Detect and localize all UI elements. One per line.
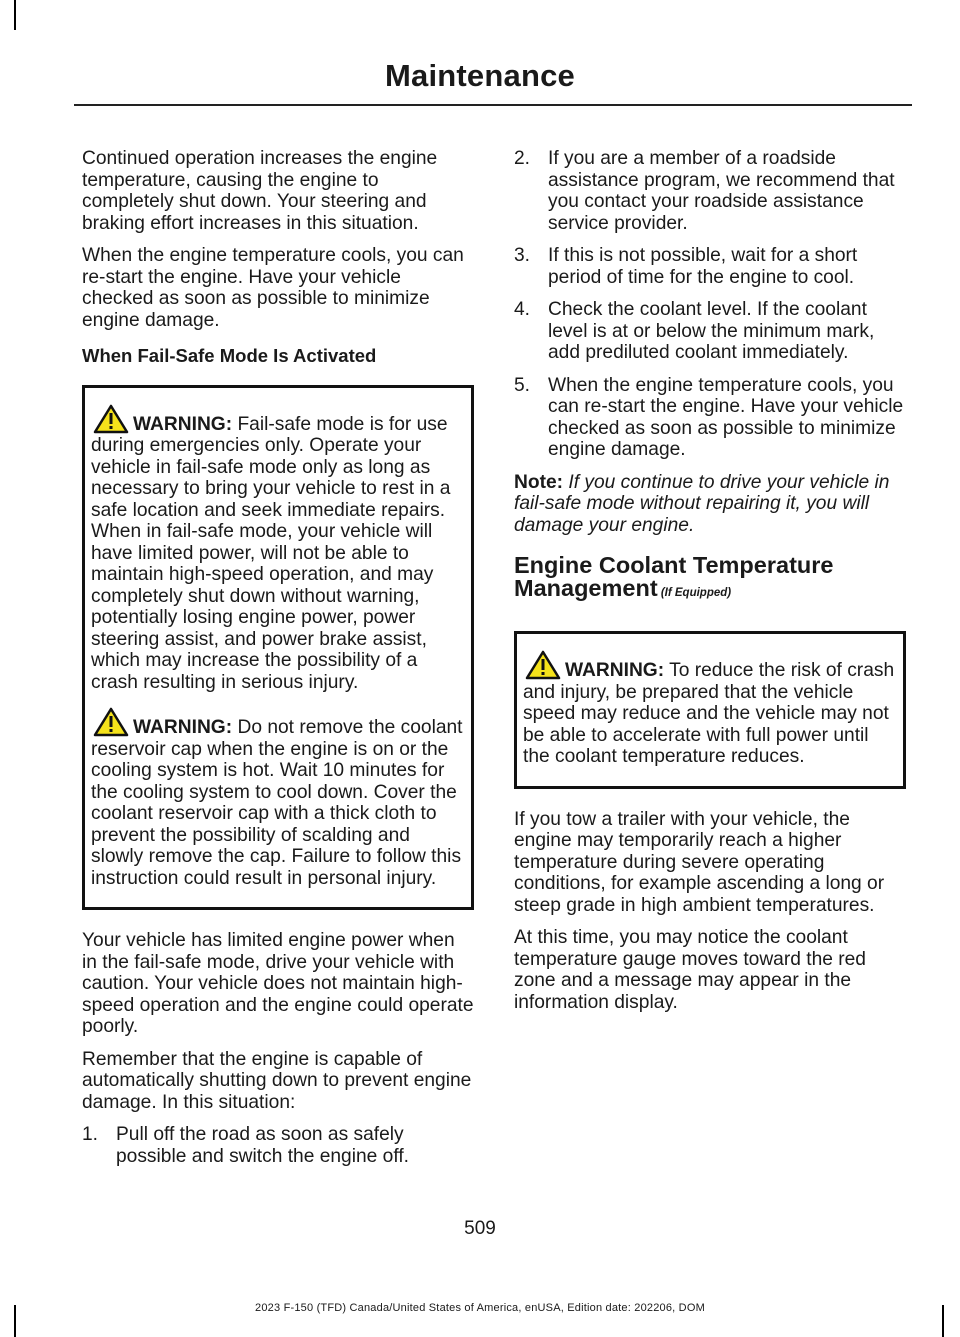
note-text: If you continue to drive your vehicle in fail-safe mode without repairing it, you will damage your engine. bbox=[514, 471, 890, 536]
note bbox=[514, 472, 906, 537]
section-heading bbox=[514, 554, 906, 605]
warning-text: To reduce the risk of crash and injury, be prepared that the vehicle speed may reduce and the vehicle may not be able to accelerate with full power until the coolant temperature reduces. bbox=[523, 660, 895, 767]
warning-item bbox=[523, 650, 897, 768]
section-title: Engine Coolant Temperature Management bbox=[514, 552, 834, 601]
warning-text: Fail-safe mode is for use during emergencies only. Operate your vehicle in fail-safe mode only as long as necessary to bring your vehicle to rest in a safe location and seek immediate repairs. When in fail-safe mode, your vehicle will have limited power, will not be able to maintain high-speed operation, and may completely shut down without warning, potentially losing engine power, power steering assist, and power brake assist, which may increase the possibility of a crash resulting in serious injury. bbox=[91, 413, 451, 693]
warning-label: WARNING: bbox=[565, 660, 665, 681]
warning-box bbox=[514, 631, 906, 789]
step-number: 2. bbox=[514, 148, 531, 169]
list-item bbox=[514, 245, 906, 288]
step-list bbox=[82, 1124, 474, 1167]
warning-text: Do not remove the coolant reservoir cap when the engine is on or the cooling system is hot. Wait 10 minutes for the cooling system to cool down. Cover the coolant reservoir cap with a thick cloth to prevent the possibility of scalding and slowly remove the cap. Failure to follow this instruction could result in personal injury. bbox=[91, 717, 463, 889]
step-text: Check the coolant level. If the coolant level is at or below the minimum mark, add prediluted coolant immediately. bbox=[548, 299, 875, 363]
warning-triangle-icon bbox=[93, 707, 129, 737]
step-number: 3. bbox=[514, 245, 531, 266]
paragraph: When the engine temperature cools, you can re-start the engine. Have your vehicle checked as soon as possible to minimize engine damage. bbox=[82, 245, 464, 331]
right-column bbox=[514, 148, 906, 1024]
warning-label: WARNING: bbox=[133, 413, 233, 435]
page-number: 509 bbox=[464, 1218, 496, 1239]
paragraph: Your vehicle has limited engine power when in the fail-safe mode, drive your vehicle with caution. Your vehicle does not maintain high-speed operation and the engine could operate poorly. bbox=[82, 930, 474, 1037]
warning-triangle-icon bbox=[93, 404, 129, 434]
page-title: Maintenance bbox=[385, 58, 575, 93]
list-item bbox=[514, 299, 906, 364]
list-item bbox=[82, 1124, 474, 1167]
paragraph: Remember that the engine is capable of automatically shutting down to prevent engine damage. In this situation: bbox=[82, 1048, 472, 1113]
step-number: 1. bbox=[82, 1124, 99, 1145]
paragraph: If you tow a trailer with your vehicle, the engine may temporarily reach a higher temperature during severe operating conditions, for example ascending a long or steep grade in high ambient temperatures. bbox=[514, 808, 885, 916]
if-equipped-label: (If Equipped) bbox=[657, 587, 732, 599]
step-number: 5. bbox=[514, 374, 531, 396]
warning-triangle-icon bbox=[525, 650, 561, 680]
warning-box bbox=[82, 385, 474, 911]
subheading: When Fail-Safe Mode Is Activated bbox=[82, 345, 377, 366]
paragraph: At this time, you may notice the coolant temperature gauge moves toward the red zone and a message may appear in the information display. bbox=[514, 927, 866, 1013]
step-number: 4. bbox=[514, 299, 531, 320]
step-text: When the engine temperature cools, you can re-start the engine. Have your vehicle checked as soon as possible to minimize engine damage. bbox=[548, 374, 904, 460]
step-text: If this is not possible, wait for a short period of time for the engine to cool. bbox=[548, 245, 858, 288]
paragraph: Continued operation increases the engine temperature, causing the engine to completely shut down. Your steering and braking effort increases in this situation. bbox=[82, 148, 438, 234]
step-list bbox=[514, 148, 906, 461]
left-column bbox=[82, 148, 474, 1178]
step-text: Pull off the road as soon as safely possible and switch the engine off. bbox=[116, 1124, 409, 1167]
crop-mark bbox=[14, 0, 16, 30]
list-item bbox=[514, 148, 906, 234]
warning-item bbox=[91, 404, 465, 694]
warning-item bbox=[91, 707, 465, 889]
warning-label: WARNING: bbox=[133, 717, 233, 738]
list-item bbox=[514, 375, 906, 461]
note-label: Note: bbox=[514, 471, 564, 493]
header-divider bbox=[74, 104, 912, 106]
step-text: If you are a member of a roadside assistance program, we recommend that you contact your roadside assistance service provider. bbox=[548, 148, 895, 234]
page-footer: 2023 F-150 (TFD) Canada/United States of America, enUSA, Edition date: 202206, DOM bbox=[255, 1302, 705, 1314]
